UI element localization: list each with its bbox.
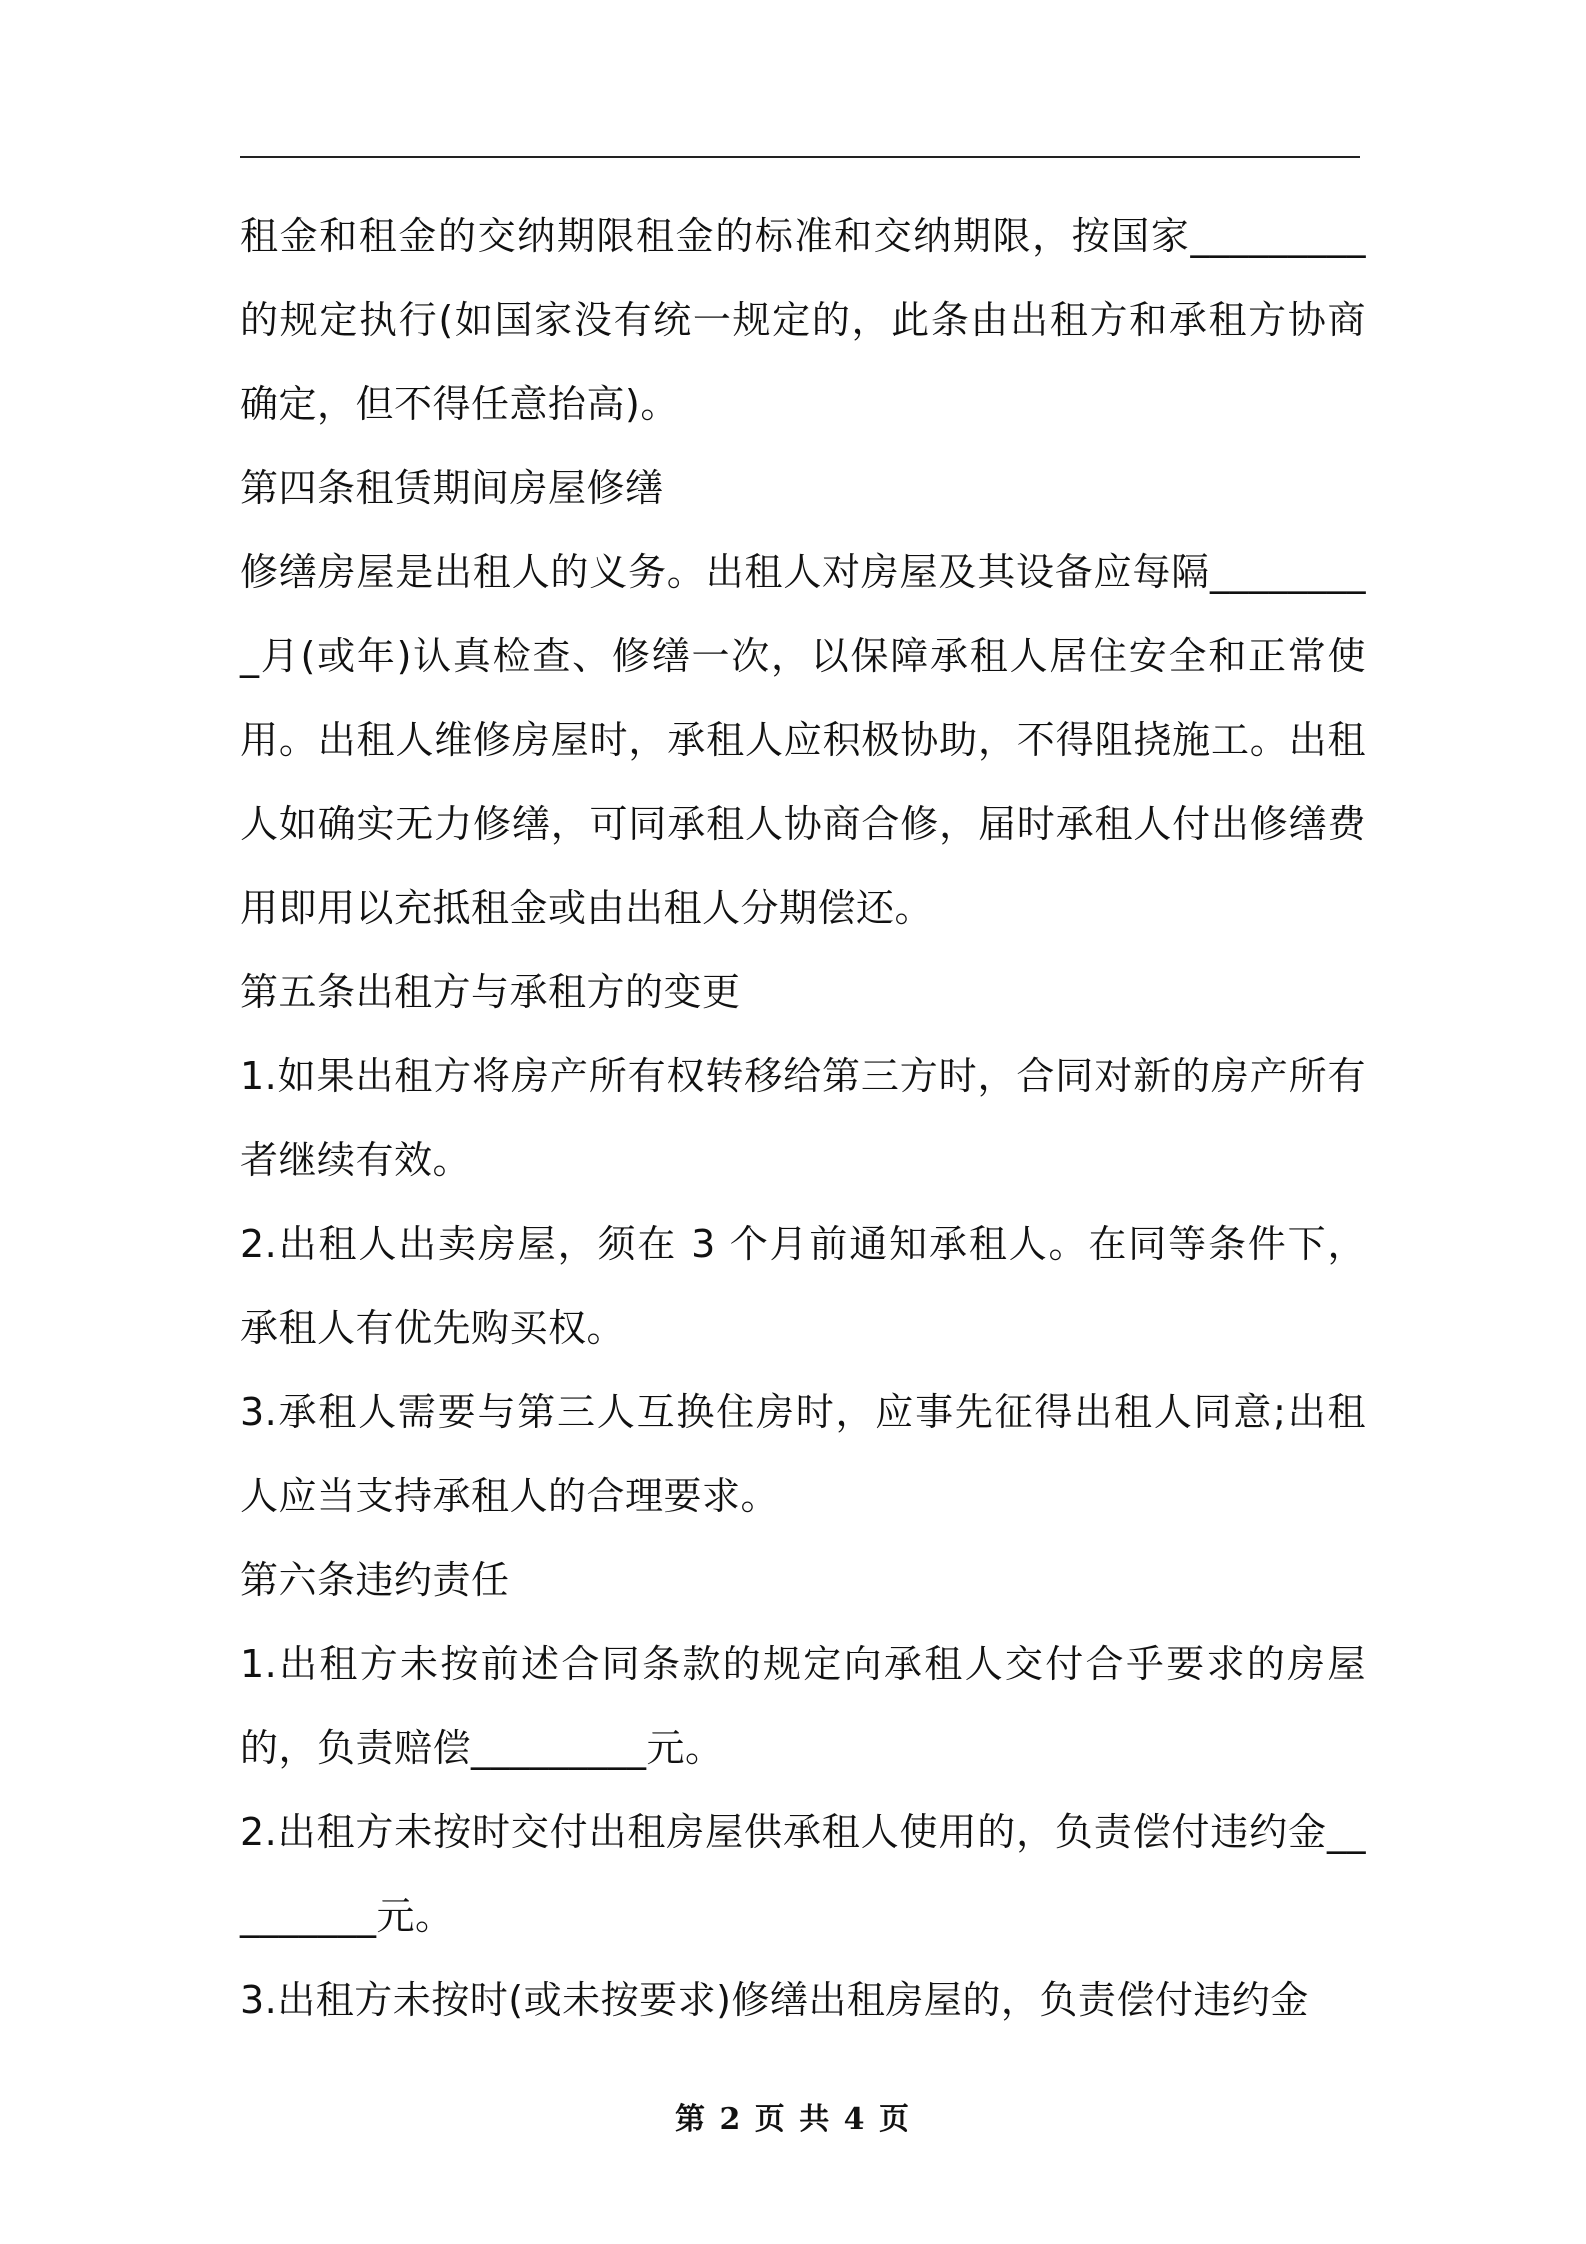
clause-5-1: 1.如果出租方将房产所有权转移给第三方时，合同对新的房产所有者继续有效。: [240, 1054, 1366, 1182]
section-heading-article-5: 第五条出租方与承租方的变更: [240, 970, 741, 1014]
clause-6-3: 3.出租方未按时(或未按要求)修缮出租房屋的，负责偿付违约金: [240, 1978, 1309, 2022]
section-heading-article-6: 第六条违约责任: [240, 1558, 510, 1602]
clause-6-1: 1.出租方未按前述合同条款的规定向承租人交付合乎要求的房屋的，负责赔偿_________元。: [240, 1642, 1366, 1770]
clause-6-2: 2.出租方未按时交付出租房屋供承租人使用的，负责偿付违约金_________元。: [240, 1810, 1366, 1938]
clause-5-3: 3.承租人需要与第三人互换住房时，应事先征得出租人同意;出租人应当支持承租人的合理要求。: [240, 1390, 1366, 1518]
section-heading-article-4: 第四条租赁期间房屋修缮: [240, 466, 664, 510]
paragraph-repair-duty: 修缮房屋是出租人的义务。出租人对房屋及其设备应每隔_________月(或年)认真检查、修缮一次，以保障承租人居住安全和正常使用。出租人维修房屋时，承租人应积极协助，不得阻挠施工。出租人如确实无力修缮，可同承租人协商合修，届时承租人付出修缮费用即用以充抵租金或由出租人分期偿还。: [240, 550, 1366, 930]
document-body: [240, 194, 1366, 2042]
paragraph-rent-terms: 租金和租金的交纳期限租金的标准和交纳期限，按国家_________的规定执行(如国家没有统一规定的，此条由出租方和承租方协商确定，但不得任意抬高)。: [240, 214, 1367, 426]
header-divider: [240, 156, 1360, 158]
page-number-footer: 第 2 页 共 4 页: [675, 2102, 911, 2137]
clause-5-2: 2.出租人出卖房屋，须在 3 个月前通知承租人。在同等条件下，承租人有优先购买权。: [240, 1222, 1366, 1350]
